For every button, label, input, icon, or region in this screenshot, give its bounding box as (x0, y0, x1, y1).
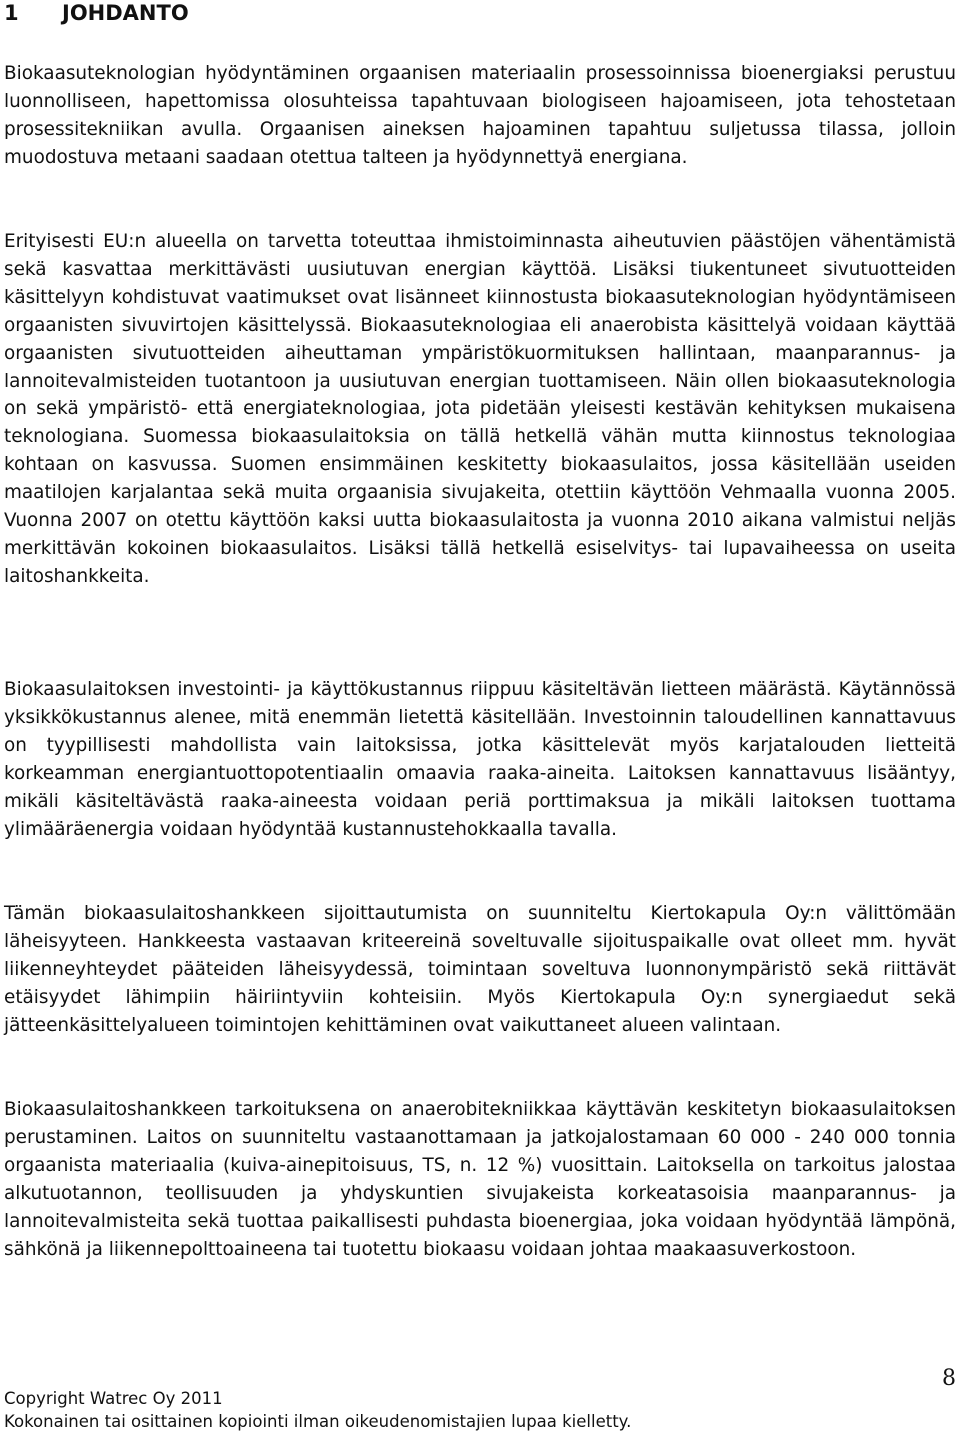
paragraph-purpose: Biokaasulaitoshankkeen tarkoituksena on anaerobitekniikkaa käyttävän keskitetyn biokaasulaitoksen perustaminen. Laitos on suunniteltu vastaanottamaan ja jatkojalostamaan 60 000 - 240 000 tonnia orgaanista materiaalia (kuiva-ainepitoisuus, TS, n. 12 %) vuosittain. Laitoksella on tarkoitus jalostaa alkutuotannon, teollisuuden ja yhdyskuntien sivujakeista korkeatasoisia maanparannus- ja lannoitevalmisteita sekä tuottaa paikallisesti puhdasta bioenergiaa, joka voidaan hyödyntää lämpönä, sähkönä ja liikennepolttoaineena tai tuotettu biokaasu voidaan johtaa maakaasuverkostoon. (4, 1099, 956, 1260)
paragraph-eu-background: Erityisesti EU:n alueella on tarvetta toteuttaa ihmistoiminnasta aiheutuvien päästöjen vähentämistä sekä kasvattaa merkittävästi uusiutuvan energian käyttöä. Lisäksi tiukentuneet sivutuotteiden käsittelyyn kohdistuvat vaatimukset ovat lisänneet kiinnostusta biokaasuteknologian hyödyntämiseen orgaanisten sivuvirtojen käsittelyssä. Biokaasuteknologiaa eli anaerobista käsittelyä voidaan käyttää orgaanisten sivutuotteiden aiheuttaman ympäristökuormituksen hallintaan, maanparannus- ja lannoitevalmisteiden tuotantoon ja uusiutuvan energian tuottamiseen. Näin ollen biokaasuteknologia on sekä ympäristö- että energiateknologiaa, jota pidetään yleisesti kestävän kehityksen mukaisena teknologiana. Suomessa biokaasulaitoksia on tällä hetkellä vähän mutta kiinnostus teknologiaa kohtaan on kasvussa. Suomen ensimmäinen keskitetty biokaasulaitos, jossa käsitellään useiden maatilojen karjalantaa sekä muita orgaanisia sivujakeita, otettiin käyttöön Vehmaalla vuonna 2005. Vuonna 2007 on otettu käyttöön kaksi uutta biokaasulaitosta ja vuonna 2010 aikana valmistui neljäs merkittävän kokoinen biokaasulaitos. Lisäksi tällä hetkellä esiselvitys- tai lupavaiheessa on useita laitoshankkeita. (4, 231, 956, 587)
paragraph-location: Tämän biokaasulaitoshankkeen sijoittautumista on suunniteltu Kiertokapula Oy:n välittömään läheisyyteen. Hankkeesta vastaavan kriteereinä soveltuvalle sijoituspaikalle ovat olleet mm. hyvät liikenneyhteydet pääteiden läheisyydessä, toimintaan soveltuva luonnonympäristö sekä riittävät etäisyydet lähimpiin häiriintyviin kohteisiin. Myös Kiertokapula Oy:n synergiaedut sekä jätteenkäsittelyalueen toimintojen kehittäminen ovat vaikuttaneet alueen valintaan. (4, 903, 956, 1036)
paragraph-intro: Biokaasuteknologian hyödyntäminen orgaanisen materiaalin prosessoinnissa bioenergiaksi perustuu luonnolliseen, hapettomissa olosuhteissa tapahtuvaan biologiseen hajoamiseen, jota tehostetaan prosessitekniikan avulla. Orgaanisen aineksen hajoaminen tapahtuu suljetussa tilassa, jolloin muodostuva metaani saadaan otettua talteen ja hyödynnettyä energiana. (4, 63, 956, 168)
footer-rights-notice: Kokonainen tai osittainen kopiointi ilman oikeudenomistajien lupaa kielletty. (4, 1412, 632, 1431)
section-number: 1 (4, 1, 19, 25)
section-heading (4, 0, 189, 26)
page-footer (4, 1366, 956, 1438)
footer-copyright: Copyright Watrec Oy 2011 (4, 1389, 223, 1408)
paragraph-costs: Biokaasulaitoksen investointi- ja käyttökustannus riippuu käsiteltävän lietteen määrästä. Käytännössä yksikkökustannus alenee, mitä enemmän lietettä käsitellään. Investoinnin taloudellinen kannattavuus on tyypillisesti mahdollista vain laitoksissa, jotka käsittelevät myös karjatalouden lietteitä korkeamman energiantuottopotentiaalin omaavia raaka-aineita. Laitoksen kannattavuus lisääntyy, mikäli käsiteltävästä raaka-aineesta voidaan periä porttimaksua ja mikäli laitoksen tuottama ylimääräenergia voidaan hyödyntää kustannustehokkaalla tavalla. (4, 679, 956, 840)
section-title: JOHDANTO (62, 1, 189, 25)
page-number: 8 (942, 1366, 956, 1391)
